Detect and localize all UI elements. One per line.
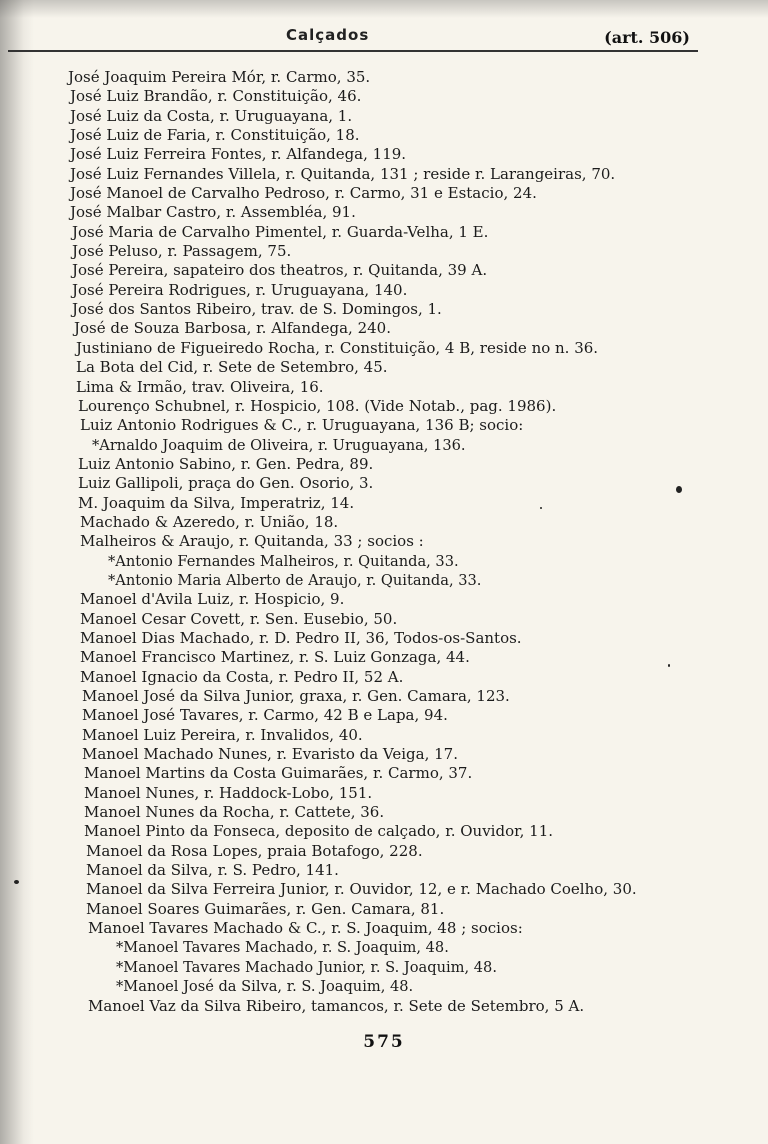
directory-entry: Manoel Pinto da Fonseca, deposito de calçado, r. Ouvidor, 11.	[84, 822, 554, 841]
directory-entry: José Pereira, sapateiro dos theatros, r. Quitanda, 39 A.	[72, 261, 488, 280]
directory-entry: *Manoel José da Silva, r. S. Joaquim, 48.	[116, 978, 414, 996]
directory-entry: Malheiros & Araujo, r. Quitanda, 33 ; socios :	[80, 532, 424, 551]
directory-entry: Lima & Irmão, trav. Oliveira, 16.	[76, 377, 324, 396]
directory-entry: Manoel d'Avila Luiz, r. Hospicio, 9.	[80, 590, 345, 609]
directory-entry: Manoel Ignacio da Costa, r. Pedro II, 52 A.	[80, 667, 404, 686]
directory-entry: M. Joaquim da Silva, Imperatriz, 14.	[78, 493, 355, 512]
directory-entry: Manoel Martins da Costa Guimarães, r. Carmo, 37.	[84, 764, 473, 783]
header-title: Calçados	[286, 26, 370, 44]
directory-entry: José Luiz Fernandes Villela, r. Quitanda, 131 ; reside r. Larangeiras, 70.	[70, 164, 616, 183]
directory-entry: Manoel Vaz da Silva Ribeiro, tamancos, r. Sete de Setembro, 5 A.	[88, 996, 585, 1015]
ink-speck	[540, 507, 542, 509]
page-number: 575	[363, 1032, 405, 1052]
directory-entry: *Antonio Maria Alberto de Araujo, r. Quitanda, 33.	[108, 571, 482, 589]
ink-speck	[676, 486, 682, 493]
directory-entry: Luiz Antonio Sabino, r. Gen. Pedra, 89.	[78, 454, 374, 473]
article-reference: (art. 506)	[604, 28, 690, 47]
directory-entry: José Malbar Castro, r. Assembléa, 91.	[70, 203, 356, 222]
ink-speck	[14, 880, 19, 884]
directory-entry: Manoel da Silva, r. S. Pedro, 141.	[86, 861, 339, 880]
ink-speck	[668, 664, 670, 667]
directory-entry: Manoel Soares Guimarães, r. Gen. Camara, 81.	[86, 899, 445, 918]
directory-entry: La Bota del Cid, r. Sete de Setembro, 45.	[76, 358, 388, 377]
directory-entry: José Maria de Carvalho Pimentel, r. Guarda-Velha, 1 E.	[72, 222, 489, 241]
page-header	[0, 26, 768, 52]
directory-entry: Lourenço Schubnel, r. Hospicio, 108. (Vide Notab., pag. 1986).	[78, 396, 557, 415]
directory-entry: Manoel Machado Nunes, r. Evaristo da Veiga, 17.	[82, 745, 458, 764]
directory-entry: José Manoel de Carvalho Pedroso, r. Carmo, 31 e Estacio, 24.	[70, 184, 537, 203]
directory-entry: Manoel da Rosa Lopes, praia Botafogo, 228.	[86, 841, 423, 860]
directory-entry: Manoel Nunes da Rocha, r. Cattete, 36.	[84, 803, 385, 822]
directory-entry: *Manoel Tavares Machado, r. S. Joaquim, 48.	[116, 939, 449, 957]
directory-entry: José Luiz de Faria, r. Constituição, 18.	[70, 126, 360, 145]
directory-entry: Manoel Tavares Machado & C., r. S. Joaquim, 48 ; socios:	[88, 919, 523, 938]
directory-entry: Manoel da Silva Ferreira Junior, r. Ouvidor, 12, e r. Machado Coelho, 30.	[86, 880, 637, 899]
directory-entry: *Manoel Tavares Machado Junior, r. S. Joaquim, 48.	[116, 958, 497, 976]
directory-entry: Machado & Azeredo, r. União, 18.	[80, 512, 339, 531]
directory-entry: José Peluso, r. Passagem, 75.	[72, 242, 292, 261]
directory-entry: Manoel Francisco Martinez, r. S. Luiz Gonzaga, 44.	[80, 648, 470, 667]
directory-entry: José Joaquim Pereira Mór, r. Carmo, 35.	[68, 68, 371, 86]
directory-entry: Luiz Gallipoli, praça do Gen. Osorio, 3.	[78, 474, 374, 493]
directory-entry: José Luiz da Costa, r. Uruguayana, 1.	[70, 106, 353, 125]
directory-entry: Manoel Nunes, r. Haddock-Lobo, 151.	[84, 783, 373, 802]
directory-entry: José dos Santos Ribeiro, trav. de S. Domingos, 1.	[72, 300, 442, 319]
directory-entry: Manoel Cesar Covett, r. Sen. Eusebio, 50.	[80, 609, 398, 628]
page-top-smudge	[0, 0, 768, 18]
directory-entry: *Arnaldo Joaquim de Oliveira, r. Uruguayana, 136.	[92, 436, 466, 454]
directory-entry: José Luiz Brandão, r. Constituição, 46.	[70, 87, 362, 106]
directory-entry: Justiniano de Figueiredo Rocha, r. Constituição, 4 B, reside no n. 36.	[76, 338, 599, 357]
directory-entry: José Pereira Rodrigues, r. Uruguayana, 140.	[72, 280, 408, 299]
directory-entry: Manoel Luiz Pereira, r. Invalidos, 40.	[82, 725, 363, 744]
directory-entry: José Luiz Ferreira Fontes, r. Alfandega, 119.	[70, 145, 407, 164]
directory-entry: Manoel José da Silva Junior, graxa, r. Gen. Camara, 123.	[82, 687, 510, 705]
directory-entry: Luiz Antonio Rodrigues & C., r. Uruguayana, 136 B; socio:	[80, 416, 524, 435]
directory-entries	[0, 68, 768, 1016]
directory-entry: Manoel Dias Machado, r. D. Pedro II, 36, Todos-os-Santos.	[80, 628, 522, 647]
header-rule	[8, 50, 698, 52]
directory-entry: *Antonio Fernandes Malheiros, r. Quitanda, 33.	[108, 552, 459, 570]
directory-entry: José de Souza Barbosa, r. Alfandega, 240.	[74, 319, 391, 338]
directory-entry: Manoel José Tavares, r. Carmo, 42 B e Lapa, 94.	[82, 706, 448, 725]
